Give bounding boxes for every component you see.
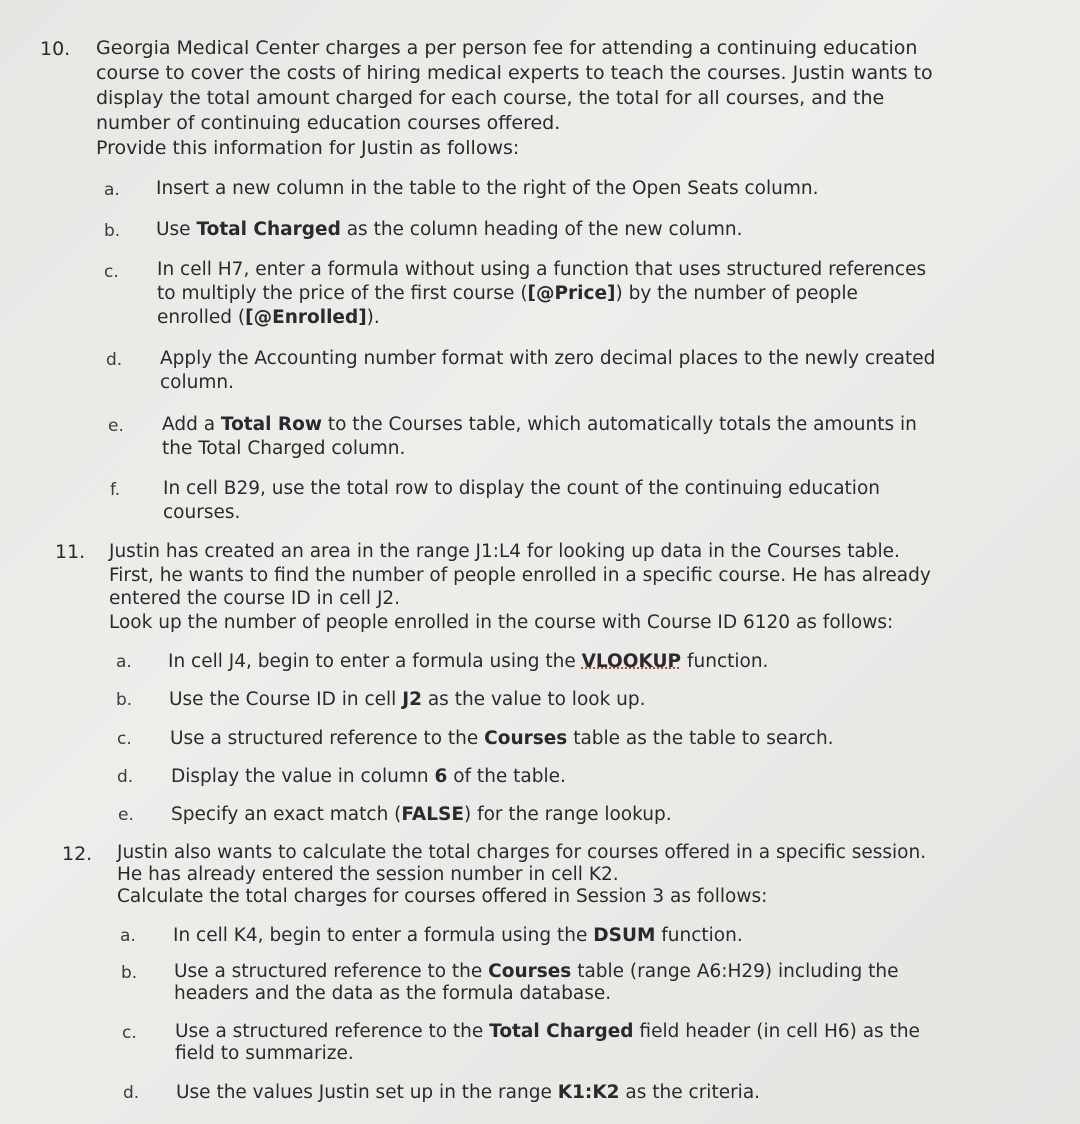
intro-line: Calculate the total charges for courses offered in Session 3 as follows: — [117, 886, 768, 907]
step-letter: a. — [116, 652, 132, 672]
question-number: 11. — [55, 541, 86, 563]
step-text: In cell H7, enter a formula without using a function that uses structured references to multiply the price of the first course ([@Price]) by the number of people enrolled ([@Enrolled]). — [157, 259, 927, 328]
step-text: Add a Total Row to the Courses table, which automatically totals the amounts in the Total Charged column. — [162, 414, 917, 459]
intro-line: Look up the number of people enrolled in the course with Course ID 6120 as follows: — [109, 611, 894, 633]
intro-line: Provide this information for Justin as follows: — [96, 137, 520, 159]
step-letter: c. — [117, 729, 132, 749]
step-text: Use Total Charged as the column heading of the new column. — [156, 219, 743, 240]
step-letter: f. — [110, 480, 121, 500]
step-text: In cell K4, begin to enter a formula using the DSUM function. — [173, 925, 743, 946]
step-letter: d. — [106, 350, 123, 370]
step-letter: c. — [122, 1023, 137, 1043]
intro-line: number of continuing education courses offered. — [96, 112, 561, 134]
step-text: Use a structured reference to the Courses table as the table to search. — [170, 728, 834, 749]
step-text: Apply the Accounting number format with zero decimal places to the newly created column. — [160, 348, 936, 393]
step-letter: d. — [117, 767, 134, 787]
question-intro — [109, 540, 931, 634]
step-text: In cell J4, begin to enter a formula using the VLOOKUP function. — [168, 651, 769, 672]
question-number: 12. — [62, 843, 93, 865]
step-text: Use the Course ID in cell J2 as the value to look up. — [169, 689, 646, 710]
intro-line: course to cover the costs of hiring medical experts to teach the courses. Justin wants to — [96, 62, 933, 84]
intro-line: Georgia Medical Center charges a per person fee for attending a continuing education — [96, 37, 918, 59]
intro-line: entered the course ID in cell J2. — [109, 588, 401, 609]
question-number: 10. — [40, 38, 71, 60]
step-text: Display the value in column 6 of the table. — [171, 766, 566, 787]
intro-line: First, he wants to find the number of people enrolled in a specific course. He has already — [109, 564, 931, 586]
intro-line: He has already entered the session number in cell K2. — [117, 864, 619, 885]
step-letter: d. — [123, 1083, 140, 1103]
step-letter: b. — [116, 690, 133, 710]
step-letter: b. — [104, 221, 121, 241]
step-text: Use a structured reference to the Total Charged field header (in cell H6) as the field to summarize. — [175, 1021, 920, 1064]
step-text: Use a structured reference to the Courses table (range A6:H29) including the headers and the data as the formula database. — [174, 961, 899, 1004]
question-intro — [117, 842, 926, 908]
step-letter: e. — [108, 416, 124, 436]
step-letter: e. — [118, 805, 134, 825]
intro-line: Justin has created an area in the range J1:L4 for looking up data in the Courses table. — [109, 541, 900, 562]
step-letter: b. — [121, 963, 138, 983]
step-text: In cell B29, use the total row to display the count of the continuing education courses. — [163, 478, 880, 523]
step-text: Use the values Justin set up in the range K1:K2 as the criteria. — [176, 1082, 761, 1103]
step-text: Specify an exact match (FALSE) for the range lookup. — [171, 804, 672, 825]
step-text: Insert a new column in the table to the right of the Open Seats column. — [156, 178, 819, 199]
intro-line: Justin also wants to calculate the total charges for courses offered in a specific session. — [117, 842, 927, 863]
step-letter: c. — [104, 262, 119, 282]
intro-line: display the total amount charged for each course, the total for all courses, and the — [96, 87, 885, 109]
step-letter: a. — [104, 180, 120, 200]
question-intro — [96, 36, 933, 161]
step-letter: a. — [120, 926, 136, 946]
